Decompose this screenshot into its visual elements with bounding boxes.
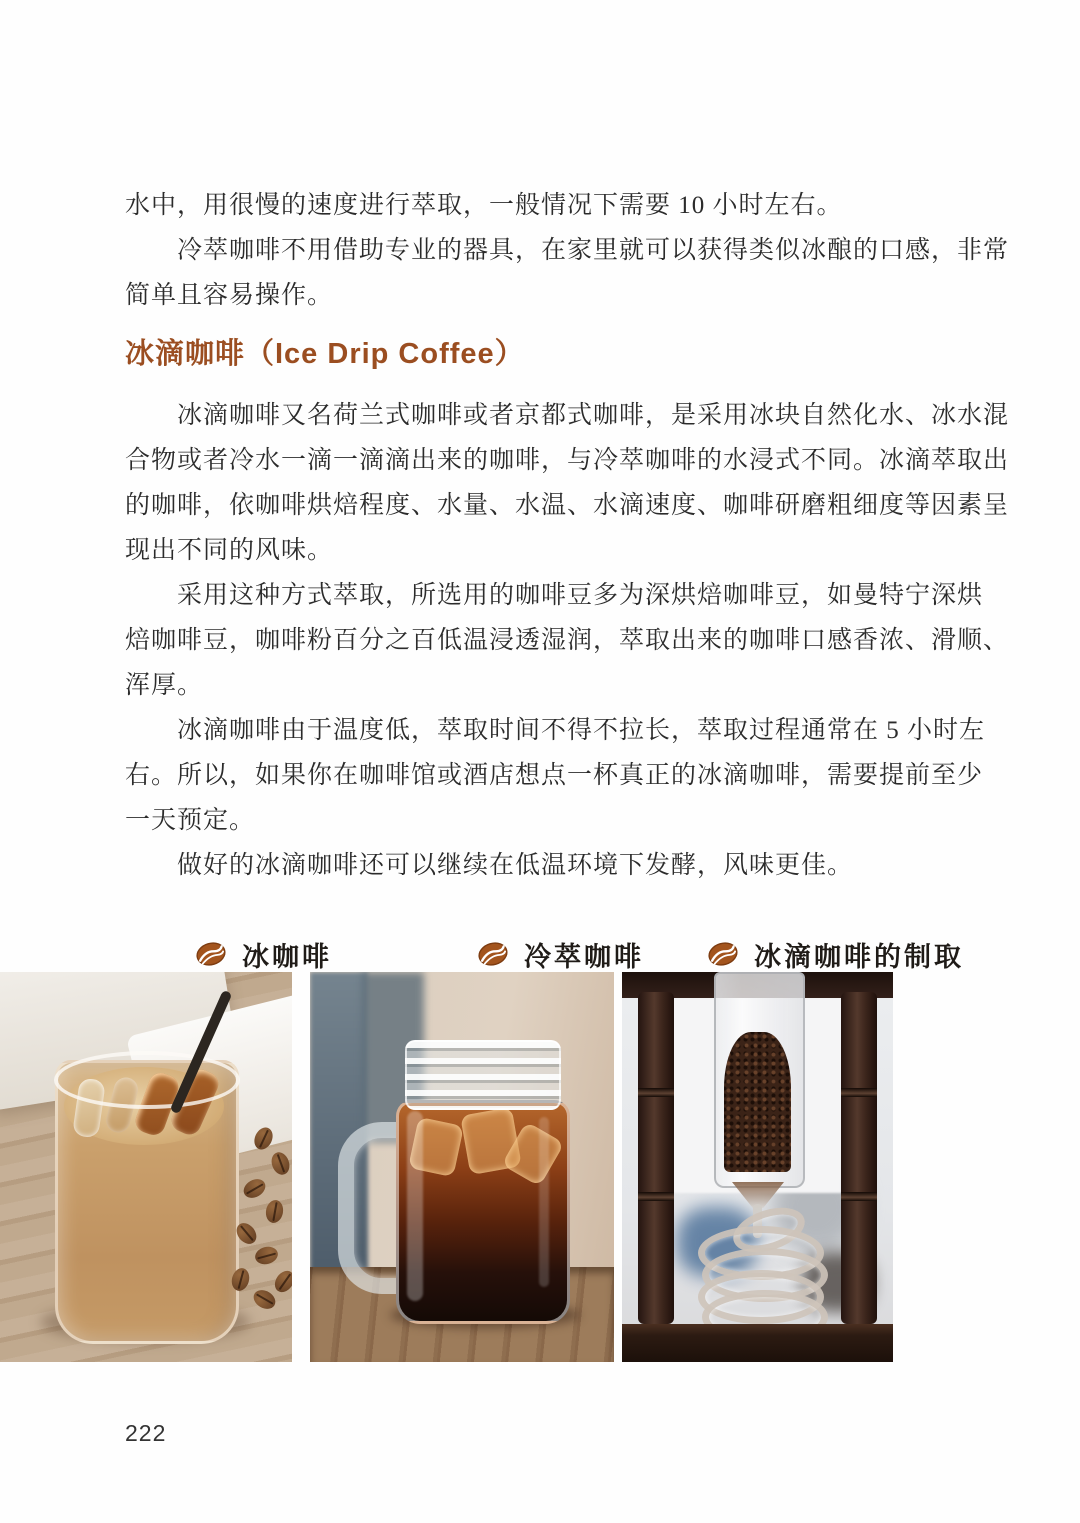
pillar-groove [638,1192,674,1201]
glass-highlight [407,1111,423,1301]
glass-cylinder [714,972,805,1188]
mason-jar-body [396,1100,570,1324]
caption-label: 冰滴咖啡的制取 [754,941,964,972]
text-column [125,183,1010,888]
caption-label: 冷萃咖啡 [524,941,644,972]
text-line: 合物或者冷水一滴一滴滴出来的咖啡，与冷萃咖啡的水浸式不同。冰滴萃取出 [125,447,1010,474]
text-line: 采用这种方式萃取，所选用的咖啡豆多为深烘焙咖啡豆，如曼特宁深烘 [125,582,984,609]
wood-base [622,1324,893,1362]
page-number: 222 [125,1420,167,1446]
photo-ice-coffee [0,972,292,1362]
coffee-beans [0,972,292,1362]
glass-highlight [539,1117,549,1287]
paragraph-body [125,393,1010,888]
text-line: 焙咖啡豆，咖啡粉百分之百低温浸透湿润，萃取出来的咖啡口感香浓、滑顺、 [125,627,1010,654]
text-line: 一天预定。 [125,807,256,834]
text-line: 冷萃咖啡不用借助专业的器具，在家里就可以获得类似冰酿的口感，非常 [125,237,1010,264]
coffee-bean-icon [705,939,741,969]
text-line: 简单且容易操作。 [125,282,334,309]
wood-pillar-left [638,992,674,1324]
text-line: 冰滴咖啡又名荷兰式咖啡或者京都式咖啡，是采用冰块自然化水、冰水混 [125,402,1010,429]
text-line: 冰滴咖啡由于温度低，萃取时间不得不拉长，萃取过程通常在 5 小时左 [125,717,986,744]
text-line: 做好的冰滴咖啡还可以继续在低温环境下发酵，风味更佳。 [125,852,854,879]
pillar-groove [841,1088,877,1097]
coffee-grounds [724,1032,791,1172]
pillar-groove [638,1088,674,1097]
photo-cold-brew [310,972,614,1362]
text-line: 现出不同的风味。 [125,537,334,564]
pillar-groove [841,1192,877,1201]
text-line: 浑厚。 [125,672,204,699]
text-line: 水中，用很慢的速度进行萃取，一般情况下需要 10 小时左右。 [125,192,843,219]
text-line: 右。所以，如果你在咖啡馆或酒店想点一杯真正的冰滴咖啡，需要提前至少 [125,762,984,789]
text-line: 的咖啡，依咖啡烘焙程度、水量、水温、水滴速度、咖啡研磨粗细度等因素呈 [125,492,1010,519]
jar-threaded-rim [405,1040,561,1110]
caption-label: 冰咖啡 [242,941,332,972]
wood-pillar-right [841,992,877,1324]
photo-ice-drip-tower [622,972,893,1362]
section-heading: 冰滴咖啡（Ice Drip Coffee） [125,338,525,370]
paragraph-intro [125,183,1010,318]
coffee-bean-icon [475,939,511,969]
coffee-bean-icon [193,939,229,969]
